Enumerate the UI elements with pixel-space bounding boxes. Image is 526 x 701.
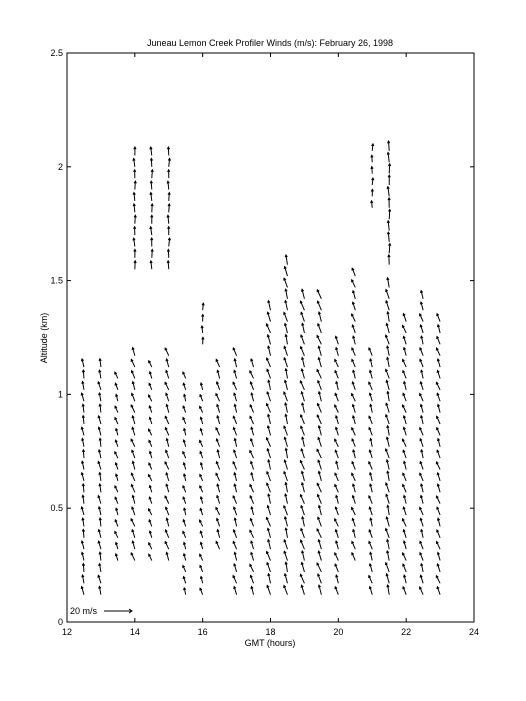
x-tick-label: 22 [401, 627, 412, 637]
x-tick-label: 12 [61, 627, 73, 637]
x-tick-label: 14 [129, 627, 140, 637]
chart-title: Juneau Lemon Creek Profiler Winds (m/s): February 26, 1998 [146, 38, 394, 48]
y-axis-label: Altitude (km) [39, 312, 49, 364]
y-tick-label: 2.5 [50, 48, 63, 58]
scale-label: 20 m/s [70, 606, 98, 616]
x-axis-label: GMT (hours) [244, 638, 296, 648]
y-tick-label: 0 [57, 617, 63, 627]
y-tick-label: 2 [57, 161, 63, 172]
x-tick-label: 24 [468, 627, 480, 637]
y-tick-label: 0.5 [50, 503, 63, 514]
x-tick-label: 18 [265, 627, 276, 637]
y-tick-label: 1.5 [50, 275, 63, 286]
x-tick-label: 20 [333, 627, 344, 637]
y-tick-label: 1 [57, 389, 63, 400]
x-tick-label: 16 [197, 627, 208, 637]
